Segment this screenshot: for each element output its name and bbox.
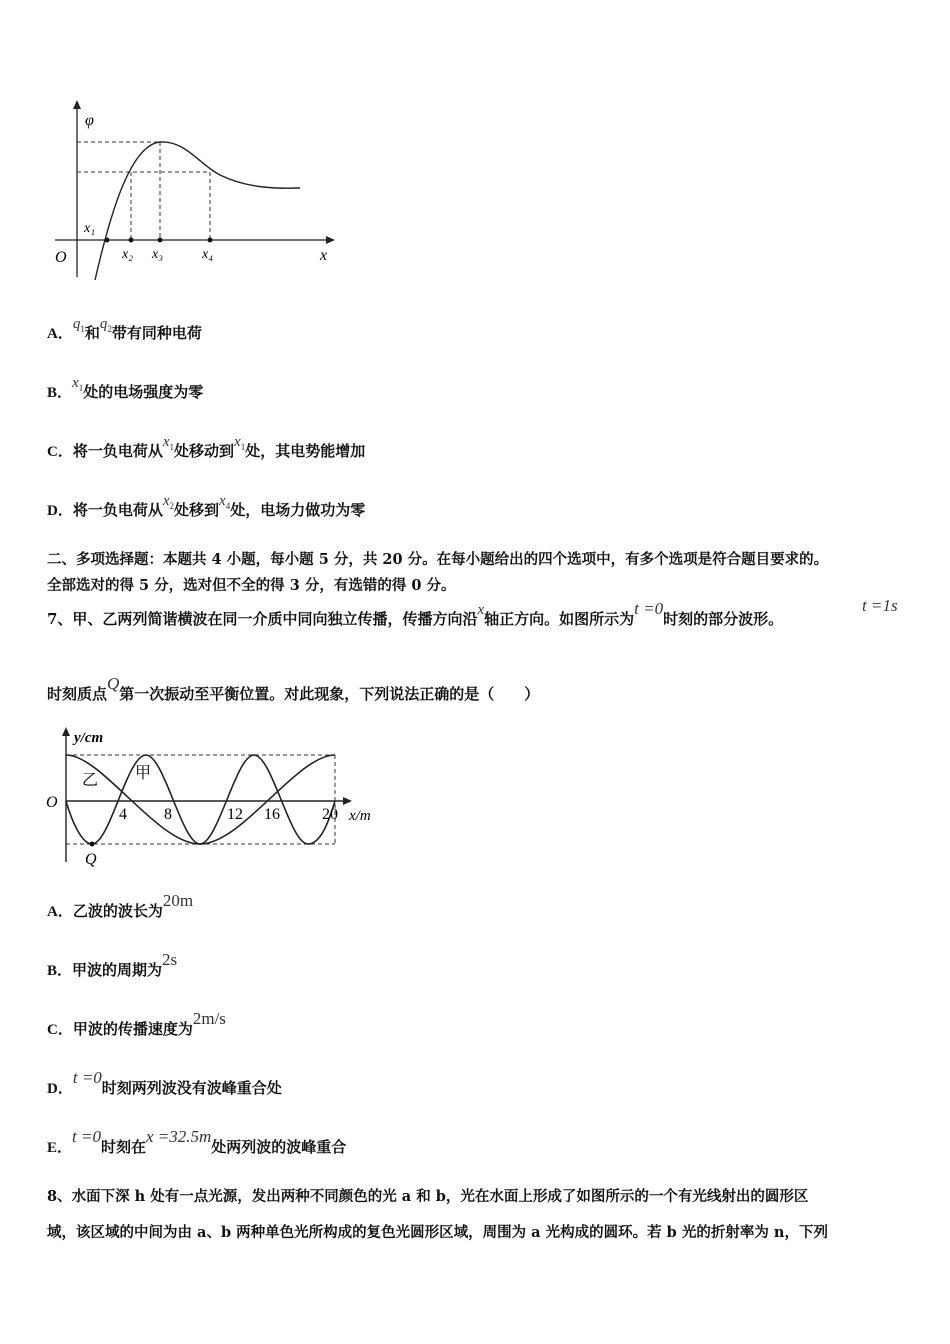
q8-line2: 域，该区域的中间为由 a、b 两种单色光所构成的复色光圆形区域，周围为 a 光构成的圆环。若 b 光的折射率为 n，下列 [47, 1224, 828, 1241]
q7-option-c: C．甲波的传播速度为2m/s [47, 1009, 226, 1038]
origin-label: O [55, 249, 67, 266]
svg-text:Q: Q [85, 851, 97, 868]
svg-text:O: O [46, 794, 58, 811]
svg-text:乙: 乙 [82, 772, 99, 789]
q7-option-e: E．t =0时刻在x =32.5m处两列波的波峰重合 [47, 1127, 347, 1156]
q6-option-c: C．将一负电荷从$x_1$处移动到$x_1$处，其电势能增加 [47, 434, 366, 460]
label-x4: x₄ [202, 247, 214, 262]
q7-option-b: B．甲波的周期为2s [47, 950, 178, 979]
q7-option-d: D．t =0时刻两列波没有波峰重合处 [47, 1068, 282, 1097]
section2-line2: 全部选对的得 5 分，选对但不全的得 3 分，有选错的得 0 分。 [47, 577, 456, 594]
q7-stem-line1: 7、甲、乙两列简谐横波在同一介质中同向独立传播，传播方向沿x轴正方向。如图所示为t =0时刻的部分波形。 [47, 599, 784, 628]
q7-stem-line2: 时刻质点Q第一次振动至平衡位置。对此现象，下列说法正确的是（ ） [47, 674, 540, 703]
x-axis-label: x [320, 247, 328, 264]
wave-jia [66, 755, 335, 844]
section2-line1: 二、多项选择题：本题共 4 小题，每小题 5 分，共 20 分。在每小题给出的四个选项中，有多个选项是符合题目要求的。 [47, 551, 829, 568]
q6-option-d: D．将一负电荷从$x_2$处移到$x_4$处，电场力做功为零 [47, 493, 366, 519]
y-axis-label: φ [85, 112, 94, 129]
x-axis-arrow [326, 236, 335, 244]
q8-line1: 8、水面下深 h 处有一点光源，发出两种不同颜色的光 a 和 b，光在水面上形成了如图所示的一个有光线射出的圆形区 [47, 1188, 809, 1205]
q7-option-a: A．乙波的波长为20m [47, 891, 194, 920]
wave-graph [42, 722, 387, 872]
label-x3: x₃ [152, 247, 164, 262]
svg-text:甲: 甲 [135, 765, 152, 782]
svg-text:4: 4 [119, 806, 127, 823]
svg-text:16: 16 [264, 806, 280, 823]
potential-graph [50, 95, 350, 285]
label-x1: x₁ [84, 221, 96, 236]
y-axis-arrow [73, 100, 81, 109]
svg-text:y/cm: y/cm [74, 730, 104, 746]
label-x2: x₂ [122, 247, 134, 262]
svg-text:12: 12 [227, 806, 243, 823]
svg-text:x/m: x/m [349, 808, 371, 824]
q7-time-t1: t =1s [862, 596, 898, 615]
point-q [90, 842, 95, 847]
svg-text:20: 20 [322, 806, 338, 823]
q6-option-b: B．$x_1$处的电场强度为零 [47, 375, 204, 401]
svg-text:8: 8 [164, 806, 172, 823]
q6-option-a: A．$q_1$和$q_2$带有同种电荷 [47, 316, 202, 342]
